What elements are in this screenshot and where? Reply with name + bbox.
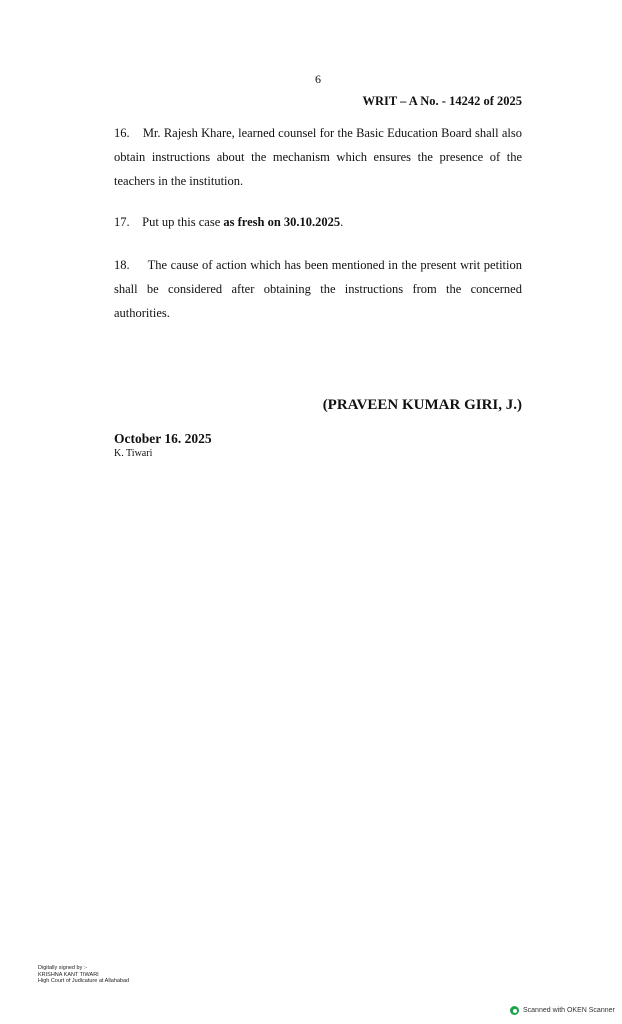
case-reference-header: WRIT – A No. - 14242 of 2025 [362, 94, 522, 108]
typist-initials: K. Tiwari [114, 448, 153, 459]
paragraph-number: 17. [114, 215, 130, 229]
paragraph-text: Mr. Rajesh Khare, learned counsel for the Basic Education Board shall also obtain instructions about the mechanism which ensures the presence of the teachers in the institution. [114, 126, 522, 188]
page-number: 6 [315, 72, 321, 86]
paragraph-17 [114, 210, 522, 234]
order-date: October 16. 2025 [114, 431, 212, 446]
scanner-watermark [510, 1006, 615, 1015]
digital-signature-line: Digitally signed by :- [38, 965, 88, 971]
paragraph-text: The cause of action which has been mentioned in the present writ petition shall be considered after obtaining the instructions from the concerned authorities. [114, 258, 522, 320]
digital-signature-signer: KRISHNA KANT TIWARI [38, 971, 99, 978]
paragraph-text: Put up this case [142, 215, 224, 229]
paragraph-number: 18. [114, 258, 130, 272]
paragraph-16 [114, 121, 522, 193]
scanner-watermark-text: Scanned with OKEN Scanner [523, 1007, 615, 1014]
scanner-logo-icon [510, 1006, 519, 1015]
paragraph-emphasis: as fresh on 30.10.2025 [223, 215, 341, 229]
digital-signature-block [38, 965, 129, 985]
paragraph-text-end: . [340, 215, 344, 229]
paragraph-number: 16. [114, 126, 130, 140]
digital-signature-court: High Court of Judicature at Allahabad [38, 978, 130, 984]
judge-signature: (PRAVEEN KUMAR GIRI, J.) [322, 397, 522, 413]
paragraph-18 [114, 253, 522, 325]
